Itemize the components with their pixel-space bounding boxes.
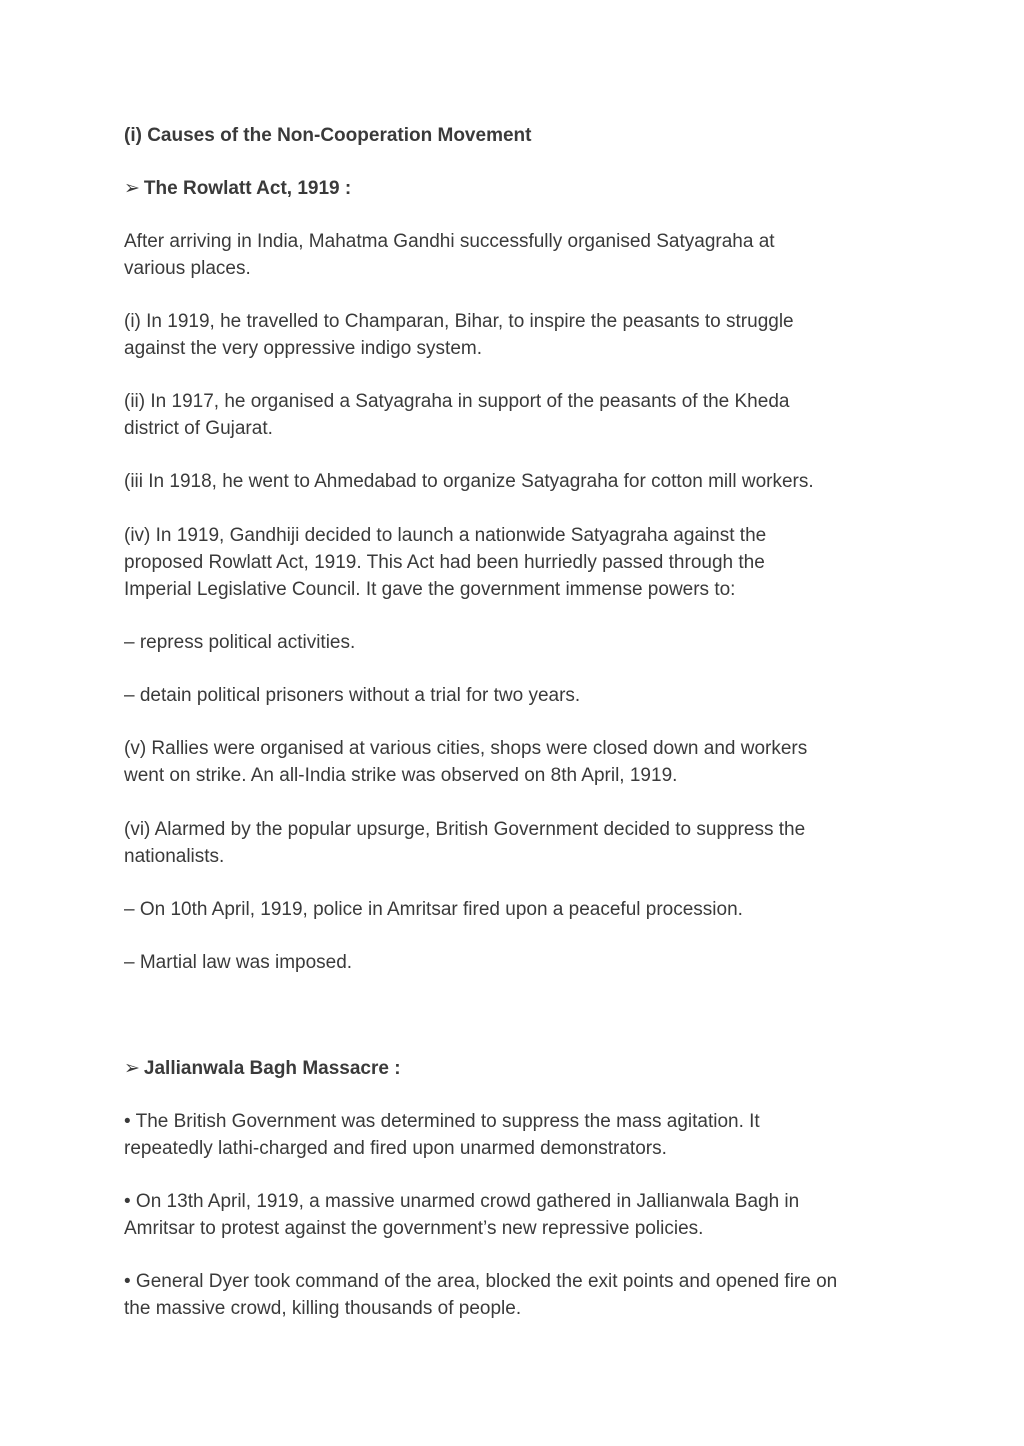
dash-item: – repress political activities. [124,632,356,653]
paragraph-line: (ii) In 1917, he organised a Satyagraha in support of the peasants of the Kheda [124,391,790,412]
paragraph-line: against the very oppressive indigo system. [124,338,483,359]
bullet-item-line: • The British Government was determined to suppress the mass agitation. It [124,1111,760,1132]
section-title: Jallianwala Bagh Massacre : [143,1058,401,1079]
bullet-item-line: repeatedly lathi-charged and fired upon unarmed demonstrators. [124,1138,667,1159]
bullet-item-line: • General Dyer took command of the area, blocked the exit points and opened fire on [124,1271,838,1292]
document-heading: (i) Causes of the Non-Cooperation Movement [124,125,532,146]
paragraph-line: proposed Rowlatt Act, 1919. This Act had been hurriedly passed through the [124,552,765,573]
paragraph-line: Imperial Legislative Council. It gave the government immense powers to: [124,579,736,600]
paragraph-line: (v) Rallies were organised at various cities, shops were closed down and workers [124,738,808,759]
arrow-bullet-icon: ➢ [124,178,140,199]
section-heading-rowlatt [124,175,351,202]
section-heading-jallianwala [124,1055,401,1082]
paragraph-line: nationalists. [124,846,225,867]
paragraph-line: (vi) Alarmed by the popular upsurge, British Government decided to suppress the [124,819,806,840]
paragraph-line: (iii In 1918, he went to Ahmedabad to organize Satyagraha for cotton mill workers. [124,471,814,492]
paragraph-line: various places. [124,258,251,279]
arrow-bullet-icon: ➢ [124,1058,140,1079]
paragraph-line: district of Gujarat. [124,418,273,439]
bullet-item-line: the massive crowd, killing thousands of people. [124,1298,522,1319]
dash-item: – Martial law was imposed. [124,952,353,973]
dash-item: – detain political prisoners without a trial for two years. [124,685,581,706]
paragraph-line: (i) In 1919, he travelled to Champaran, Bihar, to inspire the peasants to struggle [124,311,794,332]
dash-item: – On 10th April, 1919, police in Amritsar fired upon a peaceful procession. [124,899,743,920]
bullet-item-line: Amritsar to protest against the government’s new repressive policies. [124,1218,704,1239]
paragraph-line: (iv) In 1919, Gandhiji decided to launch a nationwide Satyagraha against the [124,525,767,546]
section-title: The Rowlatt Act, 1919 : [143,178,352,199]
paragraph-line: After arriving in India, Mahatma Gandhi successfully organised Satyagraha at [124,231,775,252]
paragraph-line: went on strike. An all-India strike was observed on 8th April, 1919. [124,765,678,786]
bullet-item-line: • On 13th April, 1919, a massive unarmed crowd gathered in Jallianwala Bagh in [124,1191,800,1212]
